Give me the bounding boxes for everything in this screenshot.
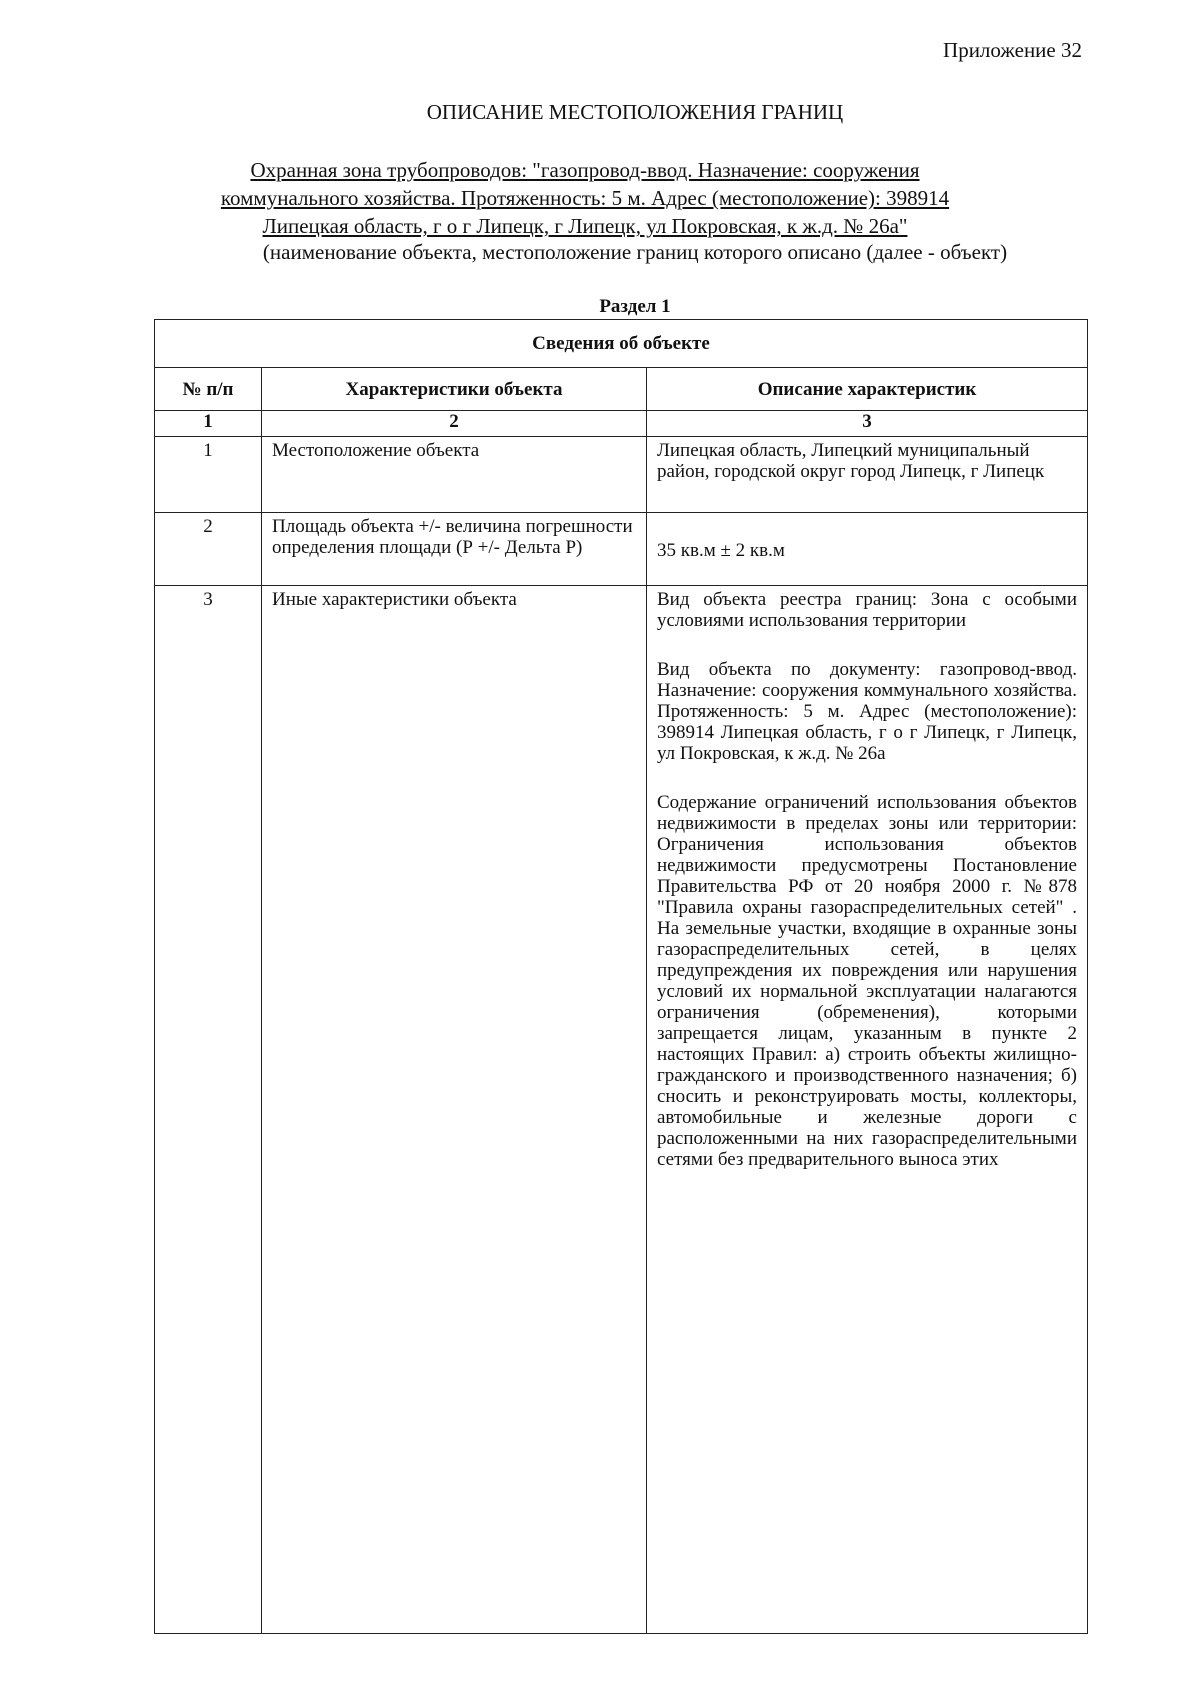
object-name <box>150 156 1020 240</box>
description-paragraph: Вид объекта реестра границ: Зона с особыми условиями использования территории <box>657 589 1077 631</box>
object-info-table <box>154 319 1088 1634</box>
column-header-num: № п/п <box>155 368 262 411</box>
object-caption: (наименование объекта, местоположение границ которого описано (далее - объект) <box>262 240 1008 264</box>
column-number: 1 <box>155 411 262 437</box>
row-number: 1 <box>155 437 262 513</box>
row-characteristic: Площадь объекта +/- величина погрешности определения площади (Р +/- Дельта Р) <box>262 513 647 586</box>
table-row <box>155 586 1088 1634</box>
column-header-description: Описание характеристик <box>647 368 1088 411</box>
object-name-line: Охранная зона трубопроводов: "газопровод-ввод. Назначение: сооружения <box>250 158 920 182</box>
table-column-numbers <box>155 411 1088 437</box>
column-number: 3 <box>647 411 1088 437</box>
column-number: 2 <box>262 411 647 437</box>
table-block-header: Сведения об объекте <box>155 320 1088 368</box>
row-description <box>647 586 1088 1634</box>
object-name-line: коммунального хозяйства. Протяженность: 5 м. Адрес (местоположение): 398914 <box>220 186 950 210</box>
column-header-characteristic: Характеристики объекта <box>262 368 647 411</box>
appendix-label: Приложение 32 <box>943 38 1082 62</box>
row-number: 3 <box>155 586 262 1634</box>
object-name-line: Липецкая область, г о г Липецк, г Липецк, ул Покровская, к ж.д. № 26а" <box>262 214 908 238</box>
row-characteristic: Местоположение объекта <box>262 437 647 513</box>
table-column-headers <box>155 368 1088 411</box>
document-title: ОПИСАНИЕ МЕСТОПОЛОЖЕНИЯ ГРАНИЦ <box>426 100 844 124</box>
row-number: 2 <box>155 513 262 586</box>
row-description: Липецкая область, Липецкий муниципальный район, городской округ город Липецк, г Липецк <box>647 437 1088 513</box>
table-row <box>155 513 1088 586</box>
row-description: 35 кв.м ± 2 кв.м <box>647 513 1088 586</box>
table-row <box>155 437 1088 513</box>
table-block-header-row <box>155 320 1088 368</box>
row-characteristic: Иные характеристики объекта <box>262 586 647 1634</box>
description-paragraph: Вид объекта по документу: газопровод-ввод. Назначение: сооружения коммунального хозяйства. Протяженность: 5 м. Адрес (местоположение): 398914 Липецкая область, г о г Липецк, г Липецк, ул Покровская, к ж.д. № 26а <box>657 659 1077 764</box>
section-title: Раздел 1 <box>599 296 671 317</box>
description-paragraph: Содержание ограничений использования объектов недвижимости в пределах зоны или территории: Ограничения использования объектов недвижимости предусмотрены Постановление Правительства РФ от 20 ноября 2000 г. №878 "Правила охраны газораспределительных сетей" . На земельные участки, входящие в охранные зоны газораспределительных сетей, в целях предупреждения их повреждения или нарушения условий их нормальной эксплуатации налагаются ограничения (обременения), которыми запрещается лицам, указанным в пункте 2 настоящих Правил: а) строить объекты жилищно-гражданского и производственного назначения; б) сносить и реконструировать мосты, коллекторы, автомобильные и железные дороги с расположенными на них газораспределительными сетями без предварительного выноса этих <box>657 792 1077 1170</box>
